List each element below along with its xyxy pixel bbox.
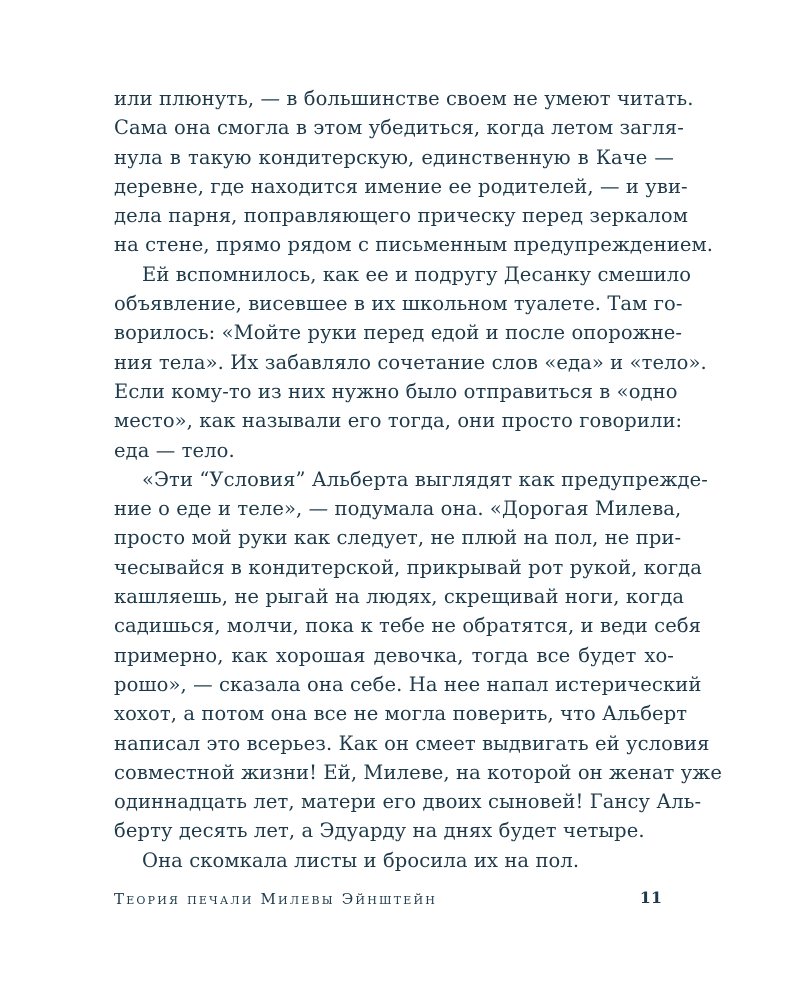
text-line: место», как называли его тогда, они просто говорили: (114, 409, 683, 433)
page-footer (114, 886, 662, 916)
text-line: ворилось: «Мойте руки перед едой и после опорожне- (114, 321, 683, 345)
text-line: чесывайся в кондитерской, прикрывай рот рукой, когда (114, 555, 702, 579)
text-line: на стене, прямо рядом с письменным предупреждением. (114, 233, 714, 257)
running-title: Теория печали Милевы Эйнштейн (114, 890, 438, 908)
text-line: написал это всерьез. Как он смеет выдвигать ей условия (114, 731, 710, 755)
text-line: ние о еде и теле», — подумала она. «Дорогая Милева, (114, 497, 682, 521)
text-line: садишься, молчи, пока к тебе не обратятся, и веди себя (114, 614, 702, 638)
text-line: рошо», — сказала она себе. На нее напал истерический (114, 672, 702, 696)
text-line: Она скомкала листы и бросила их на пол. (142, 848, 580, 872)
page-number: 11 (639, 888, 662, 907)
text-line: просто мой руки как следует, не плюй на пол, не при- (114, 526, 682, 550)
text-line: нула в такую кондитерскую, единственную в Каче — (114, 145, 674, 169)
text-line: ния тела». Их забавляло сочетание слов «еда» и «тело». (114, 350, 707, 374)
text-line: еда — тело. (114, 438, 235, 462)
text-line: или плюнуть, — в большинстве своем не умеют читать. (114, 87, 694, 110)
text-line: хохот, а потом она все не могла поверить, что Альберт (114, 702, 688, 726)
text-line: примерно, как хорошая девочка, тогда все будет хо- (114, 643, 674, 667)
text-line: «Эти “Условия” Альберта выглядят как предупрежде- (142, 467, 708, 491)
text-line: Ей вспомнилось, как ее и подругу Десанку смешило (142, 262, 692, 286)
text-line: объявление, висевшее в их школьном туалете. Там го- (114, 292, 683, 316)
text-line: дела парня, поправляющего прическу перед зеркалом (114, 204, 688, 228)
text-line: Сама она смогла в этом убедиться, когда летом загля- (114, 116, 684, 140)
text-line: Если кому-то из них нужно было отправиться в «одно (114, 379, 678, 403)
text-line: совместной жизни! Ей, Милеве, на которой он женат уже (114, 760, 722, 784)
text-line: деревне, где находится имение ее родителей, — и уви- (114, 174, 688, 198)
text-line: кашляешь, не рыгай на людях, скрещивай ноги, когда (114, 585, 685, 609)
text-line: берту десять лет, а Эдуарду на днях будет четыре. (114, 819, 645, 843)
text-line: одиннадцать лет, матери его двоих сыновей! Гансу Аль- (114, 790, 702, 814)
body-text (114, 84, 722, 875)
